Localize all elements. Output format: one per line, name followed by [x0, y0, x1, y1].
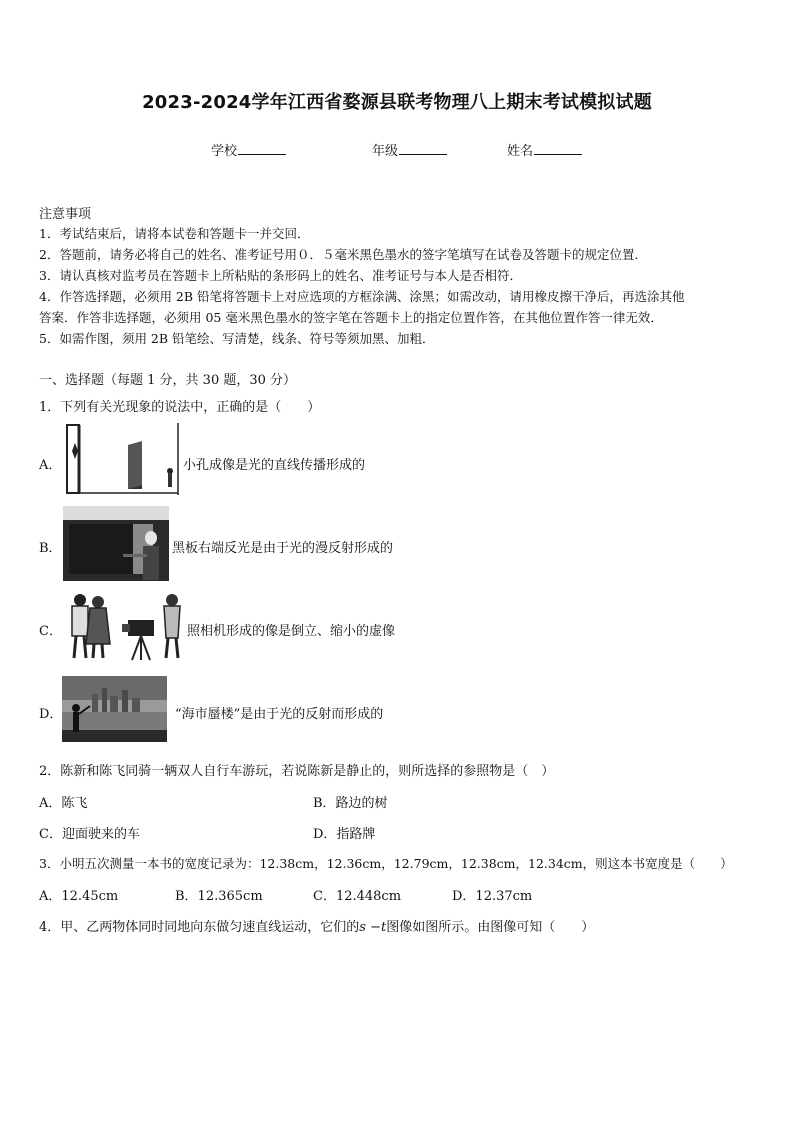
question-4-stem — [39, 916, 594, 935]
name-blank[interactable] — [534, 142, 582, 155]
q4-stem-end: 图像如图所示。由图像可知（ ） — [386, 920, 595, 935]
q4-stem-start: 4．甲、乙两物体同时同地向东做匀速直线运动，它们的 — [39, 920, 360, 935]
q1-option-d-letter: D． — [39, 707, 63, 722]
page-title: 2023-2024学年江西省婺源县联考物理八上期末考试模拟试题 — [142, 92, 652, 113]
q1-option-a-letter: A． — [39, 458, 62, 473]
grade-blank[interactable] — [399, 142, 447, 155]
q2-option-d: D．指路牌 — [313, 827, 376, 842]
q1-option-b-text: 黑板右端反光是由于光的漫反射形成的 — [172, 541, 394, 556]
q4-st-variable: s −t — [359, 920, 387, 935]
note-item: 2．答题前，请务必将自己的姓名、准考证号用０．５毫米黑色墨水的签字笔填写在试卷及答题卡的规定位置． — [39, 247, 647, 262]
section-heading: 一、选择题（每题 1 分，共 30 题，30 分） — [39, 373, 297, 388]
q1-option-c-letter: C． — [39, 624, 62, 639]
q1-option-b-letter: B． — [39, 541, 62, 556]
question-2-stem: 2．陈新和陈飞同骑一辆双人自行车游玩，若说陈新是静止的，则所选择的参照物是（ ） — [39, 764, 555, 779]
mirage-image — [62, 676, 167, 742]
blackboard-image — [63, 506, 169, 581]
q2-option-a: A．陈飞 — [39, 796, 88, 811]
name-label: 姓名 — [507, 144, 534, 159]
q2-option-c: C．迎面驶来的车 — [39, 827, 140, 842]
grade-label: 年级 — [372, 144, 399, 159]
q3-option-d: D．12.37cm — [452, 889, 533, 904]
note-item: 4．作答选择题，必须用 2B 铅笔将答题卡上对应选项的方框涂满、涂黑；如需改动，请用橡皮擦干净后，再选涂其他 — [39, 289, 685, 304]
note-item: 答案．作答非选择题，必须用 05 毫米黑色墨水的签字笔在答题卡上的指定位置作答，在其他位置作答一律无效． — [39, 310, 663, 325]
q2-option-b: B．路边的树 — [313, 796, 388, 811]
camera-image — [66, 592, 184, 662]
q3-option-a: A．12.45cm — [39, 889, 119, 904]
school-blank[interactable] — [238, 142, 286, 155]
question-1-stem: 1．下列有关光现象的说法中，正确的是（ ） — [39, 400, 321, 415]
grade-field — [372, 140, 447, 159]
name-field — [507, 140, 582, 159]
school-label: 学校 — [211, 144, 238, 159]
notes-heading: 注意事项 — [39, 207, 92, 222]
pinhole-image — [66, 423, 180, 495]
note-item: 3．请认真核对监考员在答题卡上所粘贴的条形码上的姓名、准考证号与本人是否相符． — [39, 268, 522, 283]
q3-option-c: C．12.448cm — [313, 889, 402, 904]
note-item: 1．考试结束后，请将本试卷和答题卡一并交回． — [39, 226, 310, 241]
question-3-stem: 3．小明五次测量一本书的宽度记录为：12.38cm，12.36cm，12.79cm，12.38cm，12.34cm，则这本书宽度是（ ） — [39, 856, 733, 871]
q1-option-d-text: “海市蜃楼”是由于光的反射而形成的 — [175, 707, 384, 722]
q1-option-a-text: 小孔成像是光的直线传播形成的 — [183, 458, 366, 473]
q1-option-c-text: 照相机形成的像是倒立、缩小的虚像 — [187, 624, 396, 639]
school-field — [211, 140, 286, 159]
q3-option-b: B．12.365cm — [175, 889, 263, 904]
note-item: 5．如需作图，须用 2B 铅笔绘、写清楚，线条、符号等须加黑、加粗． — [39, 331, 435, 346]
